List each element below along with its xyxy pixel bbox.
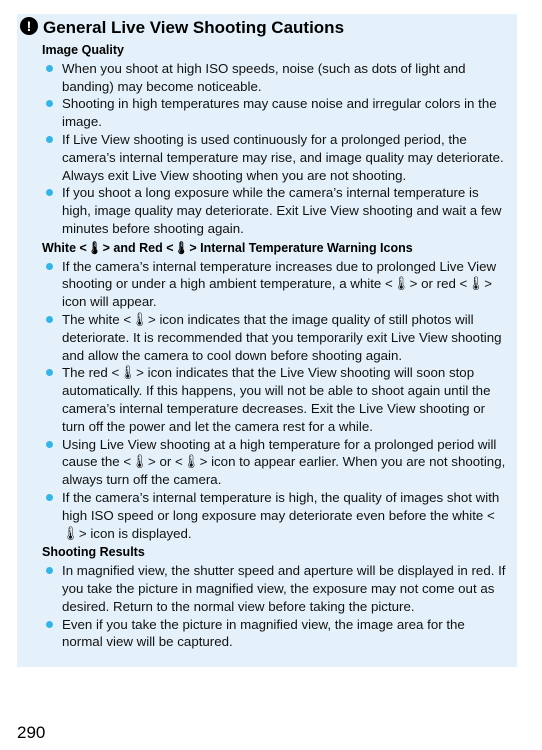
list-item — [42, 489, 508, 542]
bullet-icon — [46, 136, 53, 143]
bullet-icon — [46, 441, 53, 448]
list-item-text: If Live View shooting is used continuously for a prolonged period, the camera’s internal temperature may rise, and image quality may deteriorate. Always exit Live View shooting when you are not shooting. — [62, 131, 504, 183]
list-item — [42, 131, 508, 184]
page-title: General Live View Shooting Cautions — [43, 18, 345, 37]
bullet-icon — [46, 567, 53, 574]
section-heading-image-quality: Image Quality — [42, 43, 124, 57]
list-item-text: The white <🌡> icon indicates that the image quality of still photos will deteriorate. It is recommended that you temporarily exit Live View shooting and allow the camera to cool down before shooting again. — [62, 311, 502, 363]
shooting-results-list — [42, 562, 508, 651]
bullet-icon — [46, 621, 53, 628]
list-item — [42, 95, 508, 131]
list-item — [42, 184, 508, 237]
bullet-icon — [46, 100, 53, 107]
caution-icon: ! — [20, 17, 38, 35]
list-item-text: Even if you take the picture in magnified view, the image area for the normal view will be captured. — [62, 616, 465, 650]
list-item — [42, 616, 508, 652]
section-heading-warning-icons: White <🌡> and Red <🌡> Internal Temperature Warning Icons — [42, 240, 413, 255]
list-item-text: The red <🌡> icon indicates that the Live View shooting will soon stop automatically. If this happens, you will not be able to shoot again until the camera’s internal temperature decreases. Exit the Live View shooting or turn off the power and let the camera rest for a while. — [62, 365, 491, 434]
list-item-text: If the camera’s internal temperature is high, the quality of images shot with high ISO speed or long exposure may deteriorate even before the white <🌡> icon is displayed. — [62, 489, 500, 541]
list-item — [42, 258, 508, 311]
list-item-text: When you shoot at high ISO speeds, noise (such as dots of light and banding) may become noticeable. — [62, 60, 466, 94]
page-number: 290 — [17, 723, 46, 742]
list-item-text: Shooting in high temperatures may cause noise and irregular colors in the image. — [62, 96, 497, 130]
list-item-text: If the camera’s internal temperature increases due to prolonged Live View shooting or under a high ambient temperature, a white <🌡> or red <🌡> icon will appear. — [62, 258, 497, 310]
list-item — [42, 364, 508, 435]
section-heading-shooting-results: Shooting Results — [42, 545, 145, 560]
bullet-icon — [46, 263, 53, 270]
list-item — [42, 311, 508, 364]
list-item — [42, 60, 508, 96]
bullet-icon — [46, 316, 53, 323]
list-item-text: In magnified view, the shutter speed and aperture will be displayed in red. If you take the picture in magnified view, the exposure may not come out as desired. Return to the normal view before taking the picture. — [62, 563, 506, 614]
bullet-icon — [46, 65, 53, 72]
list-item — [42, 562, 508, 615]
cautions-content — [42, 42, 508, 651]
bullet-icon — [46, 369, 53, 376]
list-item — [42, 436, 508, 489]
image-quality-list — [42, 60, 508, 238]
bullet-icon — [46, 494, 53, 501]
list-item-text: Using Live View shooting at a high temperature for a prolonged period will cause the <🌡> or <🌡> icon to appear earlier. When you are not shooting, always turn off the camera. — [62, 436, 506, 488]
bullet-icon — [46, 189, 53, 196]
list-item-text: If you shoot a long exposure while the camera’s internal temperature is high, image quality may deteriorate. Exit Live View shooting and wait a few minutes before shooting again. — [62, 185, 502, 236]
warning-icons-list — [42, 258, 508, 543]
